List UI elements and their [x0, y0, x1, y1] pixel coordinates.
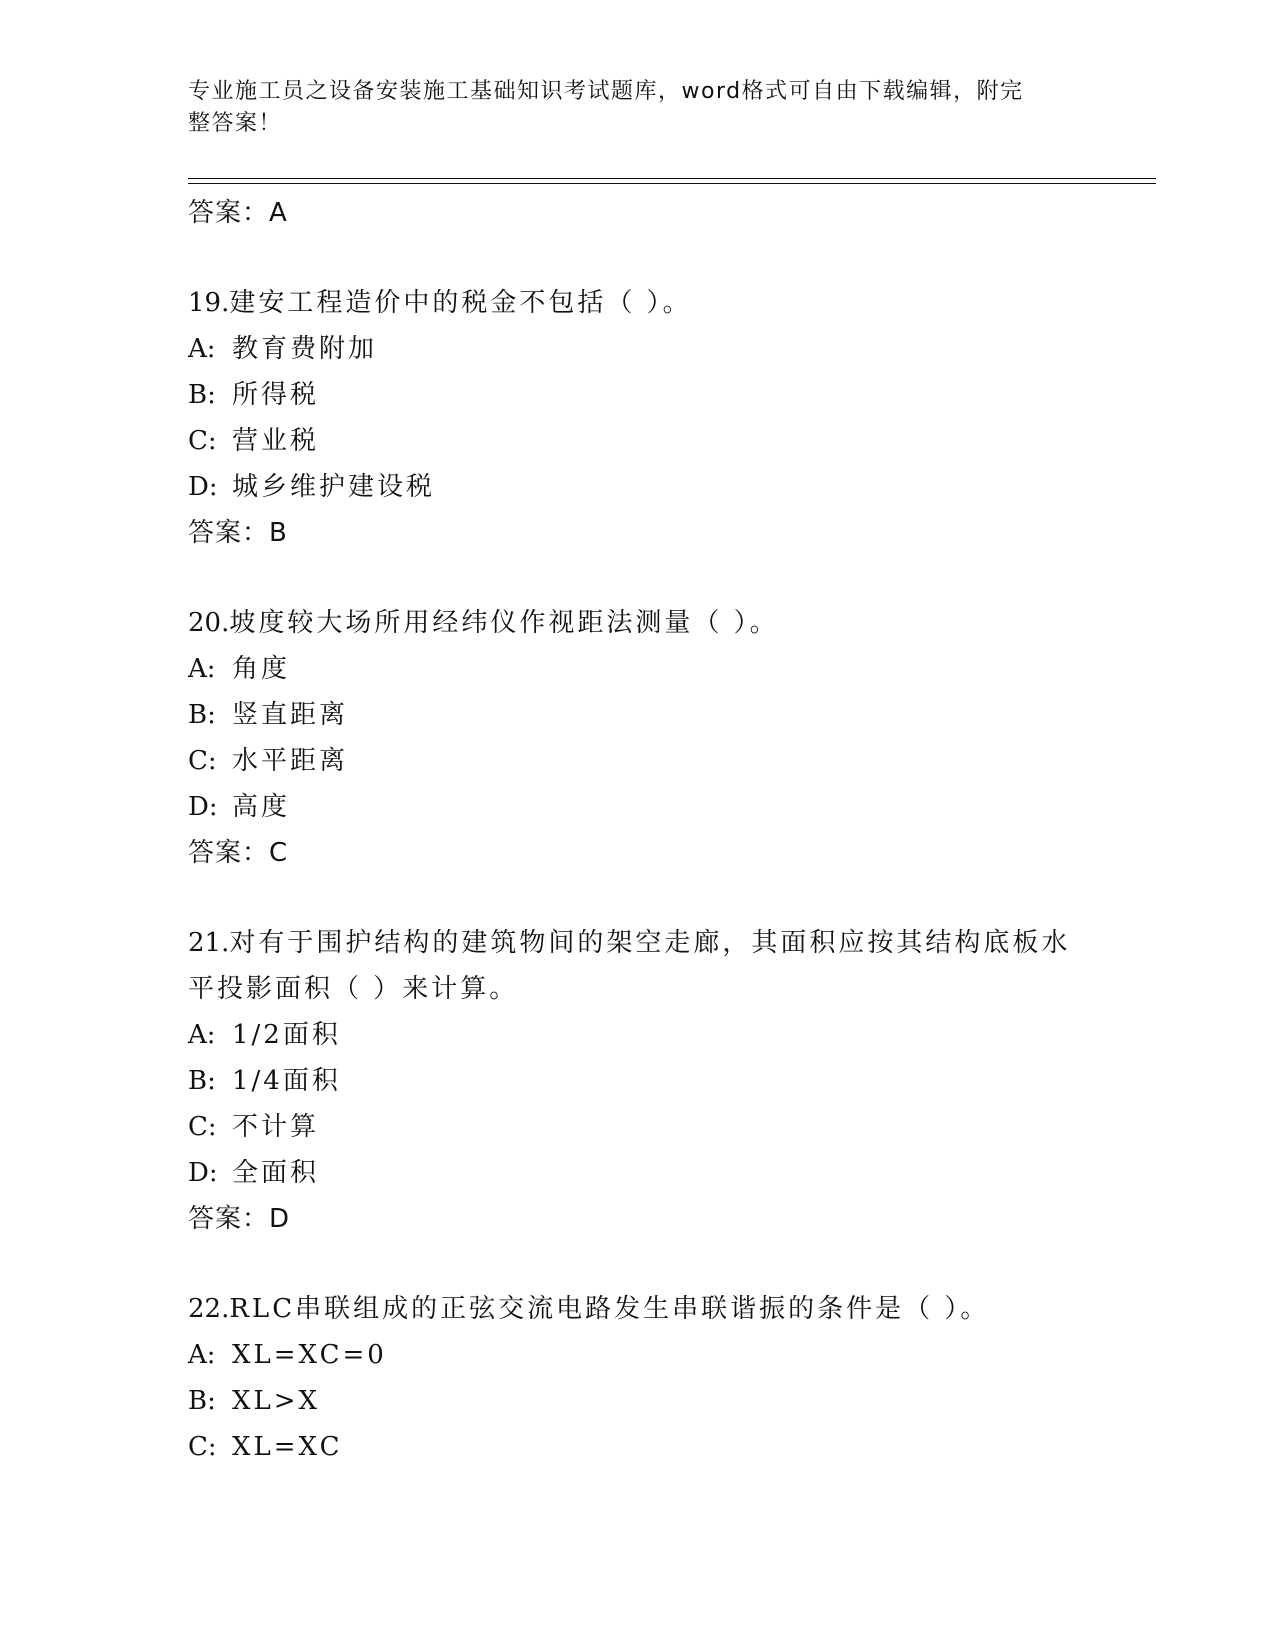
question-text [188, 600, 1088, 646]
answer-label: 答案：C [188, 838, 289, 868]
question-number: 19. [188, 288, 230, 318]
option-b [188, 1378, 1088, 1424]
option-text: 不计算 [232, 1112, 320, 1142]
option-d [188, 784, 1088, 830]
question-line: 平投影面积（ ）来计算。 [188, 974, 519, 1004]
option-a [188, 1012, 1088, 1058]
option-b [188, 1058, 1088, 1104]
option-text: 1/2面积 [232, 1020, 341, 1050]
option-c [188, 1424, 1088, 1470]
option-text: 城乡维护建设税 [232, 472, 436, 502]
document-body [188, 190, 1088, 1470]
option-letter: C: [188, 746, 217, 776]
option-text: 所得税 [232, 380, 320, 410]
question-number: 21. [188, 928, 230, 958]
option-b [188, 692, 1088, 738]
option-letter: B: [188, 1386, 216, 1416]
question-line: 对有于围护结构的建筑物间的架空走廊，其面积应按其结构底板水 [229, 928, 1071, 958]
option-c [188, 1104, 1088, 1150]
option-text: 营业税 [232, 426, 320, 456]
option-text: XL=XC [232, 1432, 343, 1462]
option-text: 高度 [232, 792, 291, 822]
option-letter: B: [188, 700, 216, 730]
option-c [188, 738, 1088, 784]
option-b [188, 372, 1088, 418]
option-text: 1/4面积 [232, 1066, 341, 1096]
option-text: 竖直距离 [232, 700, 349, 730]
question-number: 20. [188, 608, 230, 638]
option-a [188, 1332, 1088, 1378]
option-letter: D: [188, 472, 218, 502]
option-d [188, 464, 1088, 510]
question-line: RLC串联组成的正弦交流电路发生串联谐振的条件是（ ）。 [229, 1294, 990, 1324]
option-text: 角度 [232, 654, 291, 684]
question-text [188, 920, 1088, 1012]
option-letter: B: [188, 1066, 216, 1096]
option-letter: A: [188, 1340, 216, 1370]
page-header [188, 76, 1068, 140]
option-c [188, 418, 1088, 464]
option-text: XL=XC=0 [232, 1340, 387, 1370]
option-letter: C: [188, 1112, 217, 1142]
question-number: 22. [188, 1294, 230, 1324]
answer-label: 答案：A [188, 198, 288, 228]
option-letter: B: [188, 380, 216, 410]
question-line: 坡度较大场所用经纬仪作视距法测量（ ）。 [229, 608, 779, 638]
option-text: 水平距离 [232, 746, 349, 776]
question-text [188, 1286, 1088, 1332]
option-letter: A: [188, 1020, 216, 1050]
question-line: 建安工程造价中的税金不包括（ ）。 [229, 288, 692, 318]
question-22 [188, 1286, 1088, 1470]
header-divider-bottom [188, 183, 1156, 184]
option-a [188, 326, 1088, 372]
option-text: 教育费附加 [232, 334, 378, 364]
header-line-2: 整答案！ [188, 111, 283, 136]
answer-label: 答案：B [188, 518, 288, 548]
question-text [188, 280, 1088, 326]
question-21 [188, 920, 1088, 1242]
option-letter: C: [188, 1432, 217, 1462]
option-a [188, 646, 1088, 692]
question-20 [188, 600, 1088, 876]
option-d [188, 1150, 1088, 1196]
answer-label: 答案：D [188, 1204, 291, 1234]
option-text: XL>X [232, 1386, 321, 1416]
question-19 [188, 280, 1088, 556]
option-letter: D: [188, 1158, 218, 1188]
option-letter: A: [188, 654, 216, 684]
option-letter: A: [188, 334, 216, 364]
header-line-1: 专业施工员之设备安装施工基础知识考试题库，word格式可自由下载编辑，附完 [188, 79, 1024, 104]
header-divider-top [188, 178, 1156, 179]
option-letter: D: [188, 792, 218, 822]
option-text: 全面积 [232, 1158, 320, 1188]
option-letter: C: [188, 426, 217, 456]
